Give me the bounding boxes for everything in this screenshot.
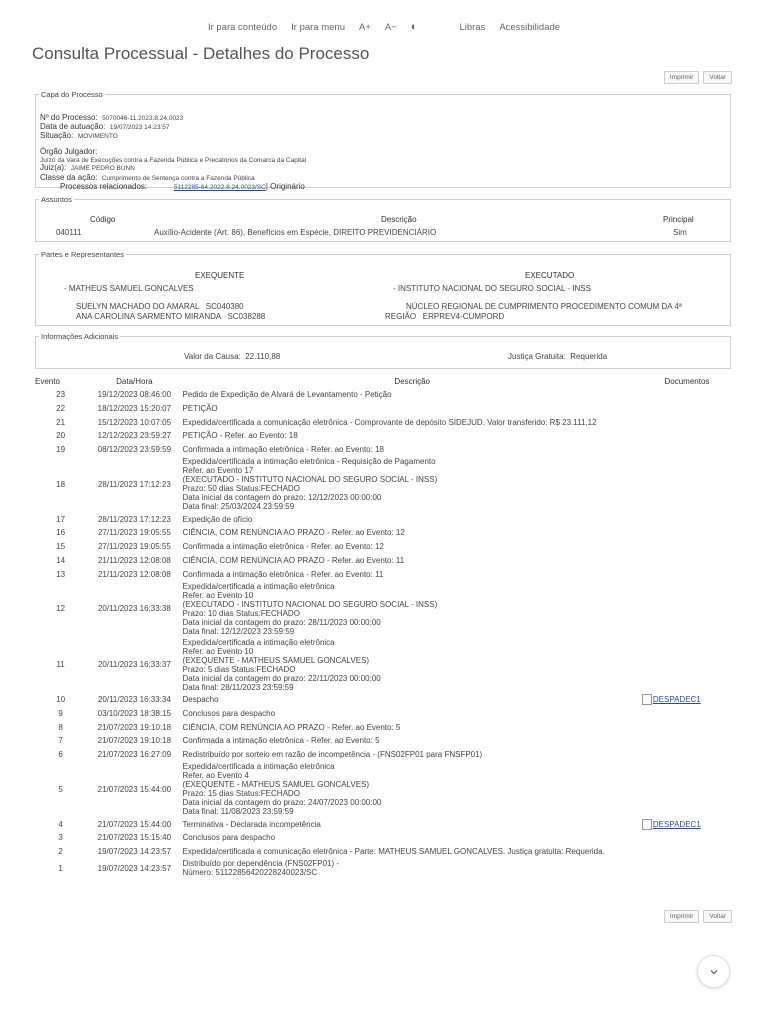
evento-row [35,817,732,831]
executado-header: EXECUTADO [525,271,575,280]
evento-descricao-line: Prazo: 15 dias Status:FECHADO [182,789,300,799]
evento-descricao [183,734,642,748]
evento-descricao-line: Confirmada a intimação eletrônica - Refer. ao Evento: 12 [182,542,384,552]
skip-to-content-link[interactable]: Ir para conteúdo [207,21,278,33]
executado-rep-1: NÚCLEO REGIONAL DE CUMPRIMENTO PROCEDIMENTO COMUM DA 4ª [406,302,682,311]
evento-descricao-line: (EXECUTADO - INSTITUTO NACIONAL DO SEGURO SOCIAL - INSS) [182,475,438,485]
evento-descricao-line: Refer. ao Evento 10 [182,590,254,600]
evento-descricao-line: Expedida/certificada a comunicação eletrônica - Parte: MATHEUS SAMUEL GONCALVES. Justiça gratuita: Requerida. [182,847,605,857]
evento-descricao-line: Prazo: 10 dias Status:FECHADO [182,608,300,618]
evento-descricao-line: Prazo: 5 dias Status:FECHADO [182,664,296,674]
numero-label: Nº do Processo: [40,113,98,122]
document-icon [642,819,652,830]
eventos-header-evento: Evento [35,376,60,386]
skip-to-menu-link[interactable]: Ir para menu [291,21,345,33]
evento-documentos [642,845,732,859]
print-button-bottom[interactable]: Imprimir [664,910,699,923]
evento-numero: 7 [58,736,63,746]
evento-descricao [183,540,642,554]
evento-descricao [183,402,642,416]
evento-numero: 6 [58,749,63,759]
evento-data: 15/12/2023 10:07:05 [97,417,172,427]
evento-numero: 16 [56,528,66,538]
evento-descricao [183,693,642,707]
evento-row [35,720,732,734]
document-icon [642,694,652,705]
evento-documentos [642,831,732,845]
bottom-actions [664,910,732,923]
evento-row [35,554,732,568]
evento-descricao-line: Data final: 28/11/2023 23:59:59 [182,682,294,692]
assuntos-fieldset [35,195,731,242]
evento-descricao-line: CIÊNCIA, COM RENÚNCIA AO PRAZO - Refer. ao Evento: 12 [182,528,405,538]
autuacao-value: 19/07/2023 14:23:57 [109,124,170,131]
evento-descricao-line: Redistribuído por sorteio em razão de incompetência - (FNS02FP01 para FNSFP01) [182,749,483,759]
eventos-header-row [35,374,732,388]
capa-fieldset [35,90,731,191]
back-button[interactable]: Voltar [703,71,732,84]
evento-documentos [642,388,732,402]
evento-descricao-line: Pedido de Expedição de Alvará de Levantamento - Petição [182,390,392,400]
evento-numero: 2 [58,847,63,857]
evento-descricao-line: Data final: 11/08/2023 23:59:59 [182,807,294,817]
assunto-codigo: 040111 [56,228,82,237]
evento-descricao-line: PETIÇÃO [182,404,218,414]
evento-data: 20/11/2023 16:33:38 [97,604,171,614]
evento-numero: 19 [56,445,66,455]
assuntos-header-descricao: Descrição [381,215,417,224]
orgao-value: Juízo da Vara de Execuções contra a Fazenda Pública e Precatórios da Comarca da Capital [40,157,307,164]
evento-descricao-line: Confirmada a intimação eletrônica - Refer. ao Evento: 5 [182,736,380,746]
evento-numero: 23 [56,390,66,400]
evento-data: 18/12/2023 15:20:07 [97,404,172,414]
evento-numero: 13 [56,569,66,579]
evento-data: 21/07/2023 19:10:18 [97,722,172,732]
evento-descricao-line: Data final: 12/12/2023 23:59:59 [182,626,295,636]
evento-descricao-line: Confirmada a intimação eletrônica - Refer. ao Evento: 11 [182,569,384,579]
evento-data: 28/11/2023 17:12:23 [97,514,171,524]
evento-descricao-line: Expedição de ofício [182,514,253,524]
evento-descricao [183,817,642,831]
accessibility-bar [0,16,768,38]
evento-descricao [183,415,642,429]
evento-data: 20/11/2023 16:33:37 [97,660,171,670]
assuntos-header-principal: Principal [663,215,694,224]
info-fieldset [35,332,731,369]
evento-descricao [183,858,642,878]
document-link[interactable] [642,819,732,830]
document-link-label: DESPADEC1 [652,695,701,705]
evento-numero: 1 [58,863,63,873]
classe-label: Classe da ação: [40,173,98,182]
situacao-label: Situação: [40,131,74,140]
evento-descricao-line: Refer. ao Evento 10 [182,646,254,656]
evento-descricao-line: PETIÇÃO - Refer. ao Evento: 18 [182,431,298,441]
evento-row [35,456,732,512]
evento-descricao-line: Expedida/certificada a intimação eletrônica [182,637,335,647]
autuacao-label: Data de autuação: [40,122,106,131]
evento-descricao [183,720,642,734]
situacao-value: MOVIMENTO [77,133,118,140]
back-button-bottom[interactable]: Voltar [703,910,732,923]
evento-data: 19/07/2023 14:23:57 [97,863,172,873]
evento-descricao-line: Distribuído por dependência (FNS02FP01) - [182,859,340,869]
evento-descricao-line: Data inicial da contagem do prazo: 24/07/2023 00:00:00 [182,798,382,808]
evento-descricao [183,748,642,762]
evento-documentos [642,734,732,748]
evento-descricao [183,581,642,637]
evento-row [35,540,732,554]
valor-value: 22.110,88 [245,352,281,361]
evento-data: 21/07/2023 15:44:00 [97,784,172,794]
evento-descricao-line: Data inicial da contagem do prazo: 12/12/2023 00:00:00 [182,493,382,503]
evento-row [35,443,732,457]
evento-data: 19/12/2023 08:46:00 [97,390,172,400]
evento-data: 21/07/2023 15:15:40 [97,833,172,843]
evento-data: 21/07/2023 19:10:18 [97,736,172,746]
evento-row [35,707,732,721]
partes-legend: Partes e Representantes [41,250,124,259]
evento-numero: 3 [58,833,63,843]
evento-row [35,748,732,762]
contrast-icon[interactable]: ◐ [410,21,418,33]
evento-row [35,512,732,526]
evento-documentos [642,554,732,568]
evento-documentos [642,748,732,762]
evento-descricao-line: Refer. ao Evento 4 [182,771,249,781]
evento-data: 20/11/2023 16:33:34 [97,695,171,705]
exequente-header: EXEQUENTE [195,271,245,280]
evento-data: 21/07/2023 15:44:00 [97,819,172,829]
evento-descricao-line: Data final: 25/03/2024 23:59:59 [182,502,295,512]
evento-documentos [642,512,732,526]
evento-data: 27/11/2023 19:05:55 [97,528,171,538]
evento-descricao-line: Conclusos para despacho [182,708,276,718]
evento-numero: 10 [56,695,66,705]
evento-descricao [183,567,642,581]
assunto-principal: Sim [673,228,687,237]
evento-descricao-line: Número: 51122856420228240023/SC [182,868,318,878]
evento-documentos [642,858,732,878]
justica-label: Justiça Gratuita: [508,352,566,361]
evento-row [35,581,732,637]
justica-value: Requerida [570,352,608,361]
executado-rep-2: REGIÃO ERPREV4-CUMPORD [385,312,505,321]
relacionados-link[interactable]: 5112285-64.2022.8.24.0023/SC [173,184,266,191]
evento-data: 08/12/2023 23:59:59 [97,445,172,455]
eventos-table [35,374,732,878]
valor-label: Valor da Causa: [184,352,241,361]
evento-row [35,526,732,540]
evento-row [35,845,732,859]
exequente-rep-2: ANA CAROLINA SARMENTO MIRANDA SC038288 [76,312,266,321]
font-increase-button[interactable]: A+ [359,21,371,33]
print-button[interactable]: Imprimir [664,71,699,84]
juiz-label: Juiz(a): [40,163,67,172]
evento-documentos [642,581,732,637]
classe-value: Cumprimento de Sentença contra a Fazenda Pública [101,175,255,182]
evento-descricao-line: Despacho [182,695,219,705]
evento-documentos [642,707,732,721]
eventos-header-data: Data/Hora [116,376,153,386]
evento-descricao [183,831,642,845]
assuntos-header-codigo: Código [90,215,116,224]
exequente-rep-1: SUELYN MACHADO DO AMARAL SC040380 [76,302,244,311]
juiz-value: JAIME PEDRO BUNN [70,165,135,172]
evento-documentos [642,415,732,429]
evento-descricao-line: Terminativa - Declarada incompetência [182,819,321,829]
evento-numero: 8 [58,722,63,732]
evento-documentos [642,443,732,457]
evento-descricao [183,429,642,443]
evento-descricao-line: (EXECUTADO - INSTITUTO NACIONAL DO SEGURO SOCIAL - INSS) [182,599,438,609]
numero-value: 5070046-11.2023.8.24.0023 [102,115,184,122]
evento-numero: 20 [56,431,66,441]
evento-numero: 15 [56,542,66,552]
evento-documentos [642,693,732,707]
evento-data: 21/11/2023 12:08:08 [97,569,171,579]
libras-link[interactable]: Libras [459,21,486,33]
evento-descricao-line: Data inicial da contagem do prazo: 22/11/2023 00:00:00 [182,673,381,683]
evento-descricao-line: Expedida/certificada a intimação eletrônica - Requisição de Pagamento [182,457,436,467]
evento-row [35,402,732,416]
evento-descricao-line: Expedida/certificada a intimação eletrônica [182,581,335,591]
evento-numero: 4 [58,819,63,829]
evento-descricao-line: (EXEQUENTE - MATHEUS SAMUEL GONCALVES) [182,655,370,665]
evento-row [35,637,732,693]
evento-descricao [183,526,642,540]
evento-row [35,831,732,845]
evento-documentos [642,456,732,512]
evento-documentos [642,540,732,554]
evento-descricao [183,707,642,721]
evento-row [35,567,732,581]
evento-documentos [642,817,732,831]
partes-fieldset [35,250,731,326]
evento-descricao-line: Data inicial da contagem do prazo: 28/11/2023 00:00:00 [182,617,381,627]
evento-row [35,693,732,707]
evento-documentos [642,526,732,540]
evento-data: 21/11/2023 12:08:08 [97,555,171,565]
evento-descricao [183,388,642,402]
evento-data: 19/07/2023 14:23:57 [97,847,172,857]
evento-documentos [642,761,732,817]
evento-descricao-line: Expedida/certificada a intimação eletrônica [182,762,335,772]
evento-descricao-line: (EXEQUENTE - MATHEUS SAMUEL GONCALVES) [182,780,370,790]
evento-data: 12/12/2023 23:59:27 [97,431,172,441]
evento-documentos [642,429,732,443]
relacionados-label: Processos relacionados: [60,182,148,191]
exequente-name: - MATHEUS SAMUEL GONCALVES [64,284,194,293]
evento-data: 28/11/2023 17:12:23 [97,479,171,489]
page-title: Consulta Processual - Detalhes do Processo [32,44,370,63]
evento-numero: 9 [58,708,63,718]
eventos-body [35,388,732,878]
evento-descricao-line: CIÊNCIA, COM RENÚNCIA AO PRAZO - Refer. ao Evento: 11 [182,555,405,565]
evento-documentos [642,567,732,581]
evento-numero: 22 [56,404,66,414]
evento-row [35,415,732,429]
font-decrease-button[interactable]: A− [384,21,397,33]
evento-numero: 11 [56,660,65,670]
evento-descricao [183,845,642,859]
assunto-descricao: Auxílio-Acidente (Art. 86), Benefícios em Espécie, DIREITO PREVIDENCIÁRIO [154,228,437,237]
evento-descricao [183,761,642,817]
accessibility-link[interactable]: Acessibilidade [499,21,561,33]
eventos-header-documentos: Documentos [664,376,710,386]
top-actions [664,71,732,84]
evento-documentos [642,402,732,416]
evento-data: 27/11/2023 19:05:55 [97,542,171,552]
evento-numero: 12 [56,604,66,614]
evento-numero: 5 [58,784,63,794]
evento-descricao-line: CIÊNCIA, COM RENÚNCIA AO PRAZO - Refer. ao Evento: 5 [182,722,401,732]
evento-numero: 18 [56,479,66,489]
evento-row [35,388,732,402]
eventos-header-descricao: Descrição [394,376,430,386]
evento-data: 03/10/2023 18:38:15 [97,708,172,718]
evento-descricao [183,443,642,457]
evento-documentos [642,720,732,734]
relacionados-suffix: | Originário [265,182,305,191]
evento-descricao-line: Conclusos para despacho [182,833,276,843]
evento-descricao-line: Expedida/certificada a comunicação eletrônica - Comprovante de depósito SIDEJUD. Valor transferido: R$ 23.111,12 [182,417,597,427]
scroll-down-button[interactable] [697,955,730,988]
evento-numero: 21 [56,417,66,427]
document-link[interactable] [642,694,732,705]
evento-row [35,761,732,817]
evento-descricao [183,637,642,693]
evento-row [35,858,732,878]
evento-row [35,734,732,748]
evento-data: 21/07/2023 16:27:09 [97,749,172,759]
evento-numero: 17 [56,514,66,524]
document-link-label: DESPADEC1 [652,819,701,829]
capa-legend: Capa do Processo [41,90,103,99]
evento-descricao [183,456,642,512]
evento-descricao [183,512,642,526]
evento-descricao-line: Refer. ao Evento 17 [182,466,254,476]
executado-name: - INSTITUTO NACIONAL DO SEGURO SOCIAL - INSS [393,284,591,293]
evento-documentos [642,637,732,693]
evento-numero: 14 [56,555,66,565]
evento-row [35,429,732,443]
evento-descricao-line: Prazo: 50 dias Status:FECHADO [182,484,300,494]
assuntos-legend: Assuntos [41,195,72,204]
orgao-label: Órgão Julgador: [40,147,98,156]
info-legend: Informações Adicionais [41,332,119,341]
evento-descricao-line: Confirmada a intimação eletrônica - Refer. ao Evento: 18 [182,445,384,455]
evento-descricao [183,554,642,568]
chevron-down-icon [709,967,719,977]
